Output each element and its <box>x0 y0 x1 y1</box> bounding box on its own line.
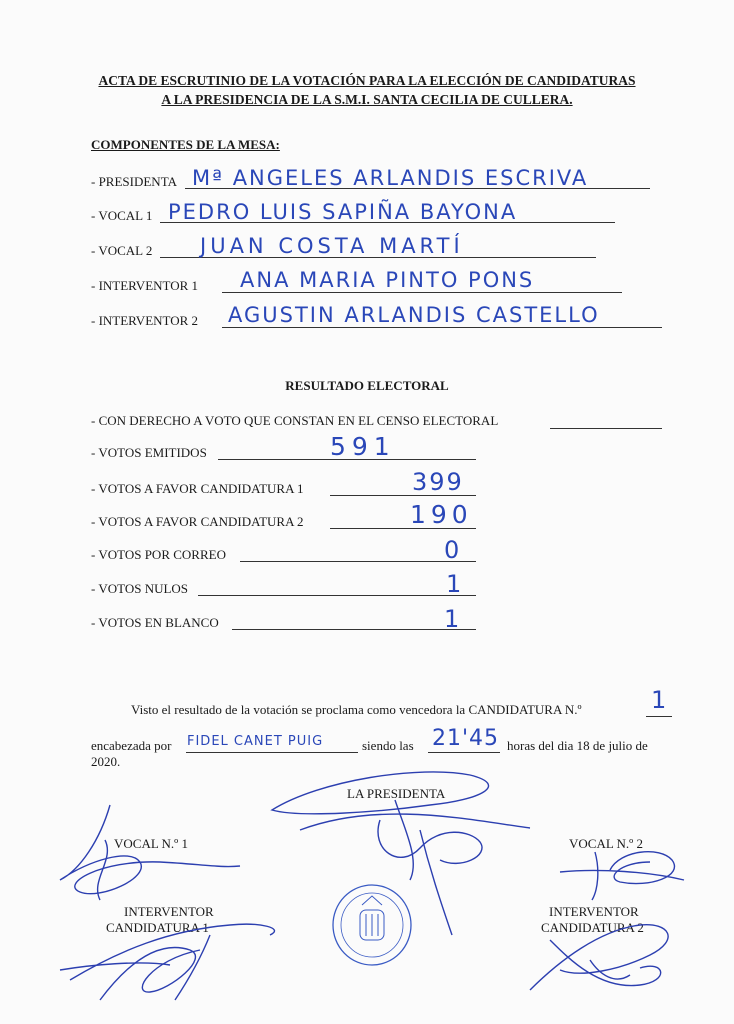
interventor1-sign-label-2: CANDIDATURA 1 <box>106 920 209 935</box>
interventor2-signature <box>530 925 668 990</box>
interventor2-value: AGUSTIN ARLANDIS CASTELLO <box>228 303 600 327</box>
candidatura-value: 1 <box>651 686 669 714</box>
vocal1-sign-label: VOCAL N.º 1 <box>114 836 188 851</box>
votos-correo-value: 0 <box>444 536 462 564</box>
resultado-heading: RESULTADO ELECTORAL <box>285 378 449 393</box>
presidenta-signature <box>272 772 530 935</box>
interventor2-sign-label-1: INTERVENTOR <box>549 904 639 919</box>
votos-cand2-value: 190 <box>410 500 473 529</box>
institution-seal <box>333 885 411 965</box>
votos-blanco-value: 1 <box>444 605 462 633</box>
vocal2-sign-label: VOCAL N.º 2 <box>569 836 643 851</box>
votos-cand2-label: - VOTOS A FAVOR CANDIDATURA 2 <box>91 514 304 529</box>
proclamacion-text-5: 2020. <box>91 754 121 769</box>
proclamacion-text-3: siendo las <box>362 738 414 753</box>
vocal1-signature <box>60 805 240 900</box>
vocal1-label: - VOCAL 1 <box>91 208 153 223</box>
presidenta-sign-label: LA PRESIDENTA <box>347 786 446 801</box>
vocal2-signature <box>560 852 684 900</box>
interventor1-sign-label-1: INTERVENTOR <box>124 904 214 919</box>
vocal1-value: PEDRO LUIS SAPIÑA BAYONA <box>168 200 518 224</box>
presidenta-value: Mª ANGELES ARLANDIS ESCRIVA <box>192 166 589 190</box>
votos-nulos-value: 1 <box>446 570 464 598</box>
vocal2-label: - VOCAL 2 <box>91 243 153 258</box>
encabezada-value: FIDEL CANET PUIG <box>187 734 324 749</box>
votos-blanco-label: - VOTOS EN BLANCO <box>91 615 219 630</box>
votos-emitidos-label: - VOTOS EMITIDOS <box>91 445 207 460</box>
censo-label: - CON DERECHO A VOTO QUE CONSTAN EN EL CENSO ELECTORAL <box>91 413 499 428</box>
interventor2-sign-label-2: CANDIDATURA 2 <box>541 920 644 935</box>
presidenta-label: - PRESIDENTA <box>91 174 177 189</box>
document-title-line-2: A LA PRESIDENCIA DE LA S.M.I. SANTA CECILIA DE CULLERA. <box>161 92 573 107</box>
proclamacion-text-2: encabezada por <box>91 738 172 753</box>
proclamacion-text-1: Visto el resultado de la votación se proclama como vencedora la CANDIDATURA N.º <box>131 702 582 717</box>
interventor1-signature <box>60 924 274 1000</box>
interventor2-label: - INTERVENTOR 2 <box>91 313 199 328</box>
votos-cand1-value: 399 <box>412 468 464 496</box>
votos-correo-label: - VOTOS POR CORREO <box>91 547 226 562</box>
hora-value: 21'45 <box>432 726 500 751</box>
interventor1-label: - INTERVENTOR 1 <box>91 278 199 293</box>
proclamacion-text-4: horas del dia 18 de julio de <box>507 738 648 753</box>
document-title-line-1: ACTA DE ESCRUTINIO DE LA VOTACIÓN PARA LA ELECCIÓN DE CANDIDATURAS <box>98 73 636 88</box>
mesa-heading: COMPONENTES DE LA MESA: <box>91 137 280 152</box>
votos-emitidos-value: 591 <box>330 432 396 461</box>
votos-cand1-label: - VOTOS A FAVOR CANDIDATURA 1 <box>91 481 304 496</box>
vocal2-value: JUAN COSTA MARTÍ <box>200 234 464 258</box>
interventor1-value: ANA MARIA PINTO PONS <box>240 268 535 292</box>
votos-nulos-label: - VOTOS NULOS <box>91 581 189 596</box>
